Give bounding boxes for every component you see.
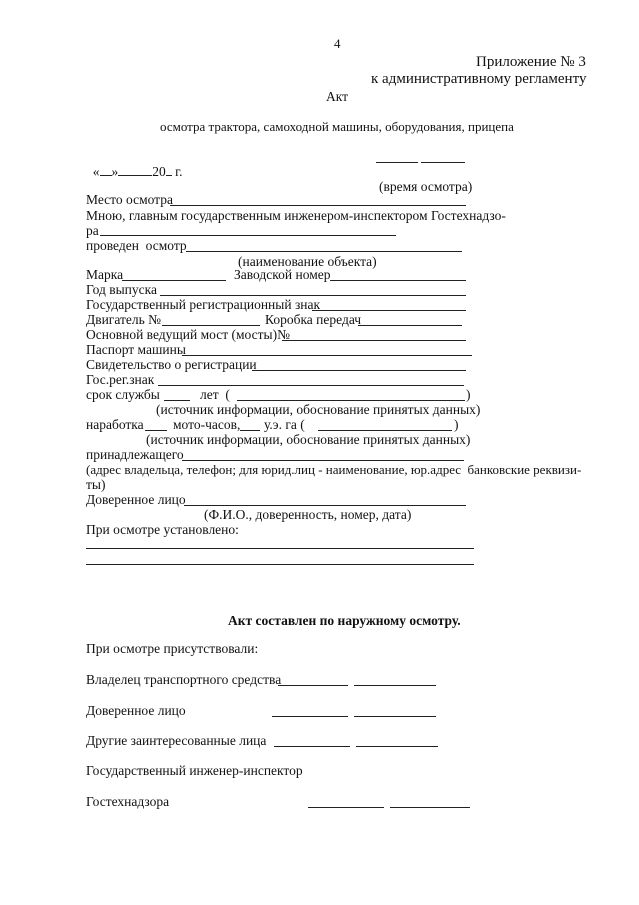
source-caption-2: (источник информации, обоснование принятых данных) [146, 432, 471, 447]
proxy-name-line [354, 716, 436, 717]
reg-plate-line [312, 310, 466, 311]
gos-reg-line [158, 385, 464, 386]
hours-units: мото-часов, [173, 417, 241, 432]
ue-source-line [318, 430, 452, 431]
date-open-quote: « [92, 163, 100, 179]
present-others-label: Другие заинтересованные лица [86, 733, 267, 748]
object-caption: (наименование объекта) [238, 254, 377, 269]
brand-label: Марка [86, 267, 124, 282]
established-line-1 [86, 548, 474, 549]
hours-label: наработка [86, 417, 144, 432]
service-life-label: срок службы [86, 387, 160, 402]
service-years-label: лет ( [200, 387, 230, 402]
belongs-label: принадлежащего [86, 447, 184, 462]
appendix-line-1: Приложение № 3 [476, 54, 586, 70]
act-title: Акт [326, 89, 349, 104]
owner-name-line [354, 685, 436, 686]
others-sign-line [274, 746, 350, 747]
date-year-prefix: 20 [152, 163, 166, 179]
axle-line [282, 340, 466, 341]
others-name-line [356, 746, 438, 747]
service-source-line [237, 400, 465, 401]
reg-plate-label: Государственный регистрационный знак [86, 297, 321, 312]
owner-caption: (адрес владельца, телефон; для юрид.лиц - наименование, юр.адрес банковские реквизи- [86, 462, 582, 477]
gearbox-line [358, 325, 462, 326]
source-caption-1: (источник информации, обоснование принятых данных) [156, 402, 481, 417]
gos-reg-label: Гос.рег.знак [86, 372, 155, 387]
engine-label: Двигатель № [86, 312, 162, 327]
place-line [170, 205, 466, 206]
established-line-2 [86, 564, 474, 565]
inspector-sign-line [308, 807, 384, 808]
present-gtn-label: Гостехнадзора [86, 794, 170, 809]
year-line [160, 295, 466, 296]
time-caption: (время осмотра) [379, 179, 473, 194]
hours-close-paren: ) [454, 417, 459, 432]
proxy-line [184, 505, 466, 506]
year-label: Год выпуска [86, 282, 157, 297]
axle-label: Основной ведущий мост (мосты)№ [86, 327, 290, 342]
time-line-2 [421, 162, 465, 163]
hours-line [145, 430, 167, 431]
appendix-line-2: к административному регламенту [371, 71, 587, 87]
service-close-paren: ) [466, 387, 471, 402]
ue-ga-label: у.э. га ( [264, 417, 305, 432]
page-number: 4 [334, 36, 341, 51]
proxy-label: Доверенное лицо [86, 492, 186, 507]
established-label: При осмотре установлено: [86, 522, 239, 537]
inspector-line-2: ра [86, 223, 99, 238]
serial-line [330, 280, 466, 281]
service-life-line [164, 400, 190, 401]
present-owner-label: Владелец транспортного средства [86, 672, 282, 687]
ue-line [240, 430, 260, 431]
inspection-label: проведен осмотр [86, 238, 187, 253]
passport-label: Паспорт машины [86, 342, 186, 357]
place-label: Место осмотра [86, 192, 173, 207]
inspection-line [186, 251, 462, 252]
reg-cert-line [252, 370, 466, 371]
date-line [86, 150, 183, 178]
passport-line [182, 355, 472, 356]
inspector-line-1: Мною, главным государственным инженером-инспектором Гостехнадзо- [86, 208, 506, 223]
proxy-sign-line [272, 716, 348, 717]
external-inspection-note: Акт составлен по наружному осмотру. [228, 613, 461, 628]
inspector-line [100, 235, 396, 236]
serial-label: Заводской номер [234, 267, 331, 282]
present-inspector-label: Государственный инженер-инспектор [86, 763, 303, 778]
proxy-caption: (Ф.И.О., доверенность, номер, дата) [204, 507, 412, 522]
gearbox-label: Коробка передач [265, 312, 362, 327]
present-proxy-label: Доверенное лицо [86, 703, 186, 718]
act-subject: осмотра трактора, самоходной машины, оборудования, прицепа [160, 119, 514, 134]
brand-line [122, 280, 226, 281]
belongs-line [182, 460, 464, 461]
date-year-suffix: г. [175, 163, 183, 179]
owner-sign-line [278, 685, 348, 686]
owner-caption-2: ты) [86, 477, 106, 492]
time-line-1 [376, 162, 418, 163]
present-heading: При осмотре присутствовали: [86, 641, 259, 656]
date-close-quote: » [111, 163, 119, 179]
inspector-name-line [390, 807, 470, 808]
reg-cert-label: Свидетельство о регистрации [86, 357, 257, 372]
engine-line [162, 325, 260, 326]
